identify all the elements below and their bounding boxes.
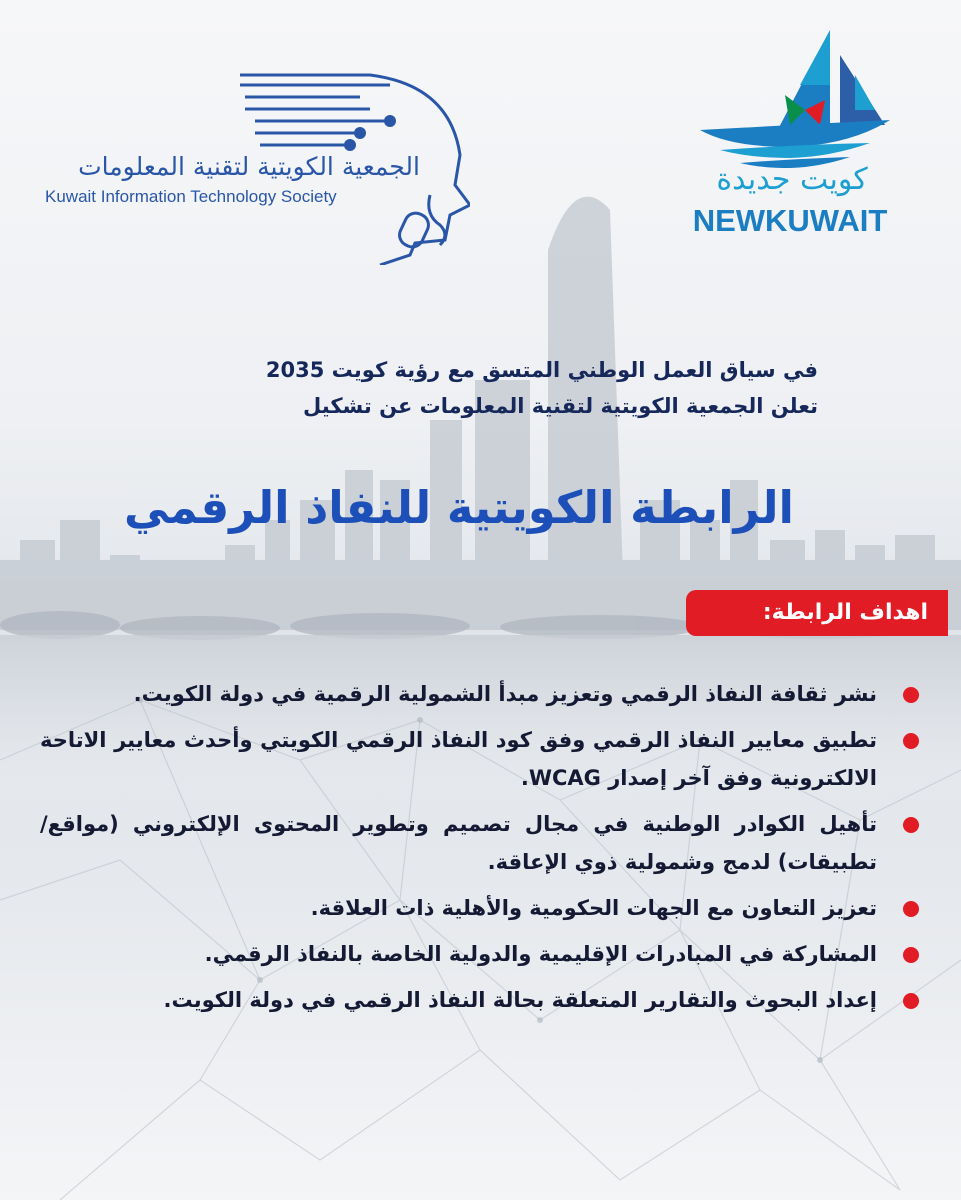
bullet-icon [903, 947, 919, 963]
bullet-icon [903, 687, 919, 703]
intro-line-2: تعلن الجمعية الكويتية لتقنية المعلومات عن تشكيل [303, 394, 818, 418]
goal-item: إعداد البحوث والتقارير المتعلقة بحالة النفاذ الرقمي في دولة الكويت. [40, 981, 925, 1019]
kits-name-arabic: الجمعية الكويتية لتقنية المعلومات [78, 152, 420, 181]
intro-line-1: في سياق العمل الوطني المتسق مع رؤية كويت 2035 [265, 358, 818, 382]
kits-name-english: Kuwait Information Technology Society [45, 187, 337, 206]
intro-text [100, 352, 818, 424]
goal-item: تعزيز التعاون مع الجهات الحكومية والأهلية ذات العلاقة. [40, 889, 925, 927]
goals-list [40, 675, 925, 1027]
bullet-icon [903, 993, 919, 1009]
bullet-icon [903, 901, 919, 917]
goal-item: تطبيق معايير النفاذ الرقمي وفق كود النفاذ الرقمي الكويتي وأحدث معايير الاتاحة الالكترونية وفق آخر إصدار WCAG. [40, 721, 925, 797]
goal-item: تأهيل الكوادر الوطنية في مجال تصميم وتطوير المحتوى الإلكتروني (مواقع/تطبيقات) لدمج وشمولية ذوي الإعاقة. [40, 805, 925, 881]
goal-item: نشر ثقافة النفاذ الرقمي وتعزيز مبدأ الشمولية الرقمية في دولة الكويت. [40, 675, 925, 713]
page-title: الرابطة الكويتية للنفاذ الرقمي [124, 481, 794, 534]
bullet-icon [903, 817, 919, 833]
goal-item: المشاركة في المبادرات الإقليمية والدولية الخاصة بالنفاذ الرقمي. [40, 935, 925, 973]
bullet-icon [903, 733, 919, 749]
new-kuwait-arabic: كويت جديدة [716, 162, 868, 197]
new-kuwait-english: NEWKUWAIT [692, 203, 888, 238]
goals-title-badge: اهداف الرابطة: [686, 590, 948, 636]
